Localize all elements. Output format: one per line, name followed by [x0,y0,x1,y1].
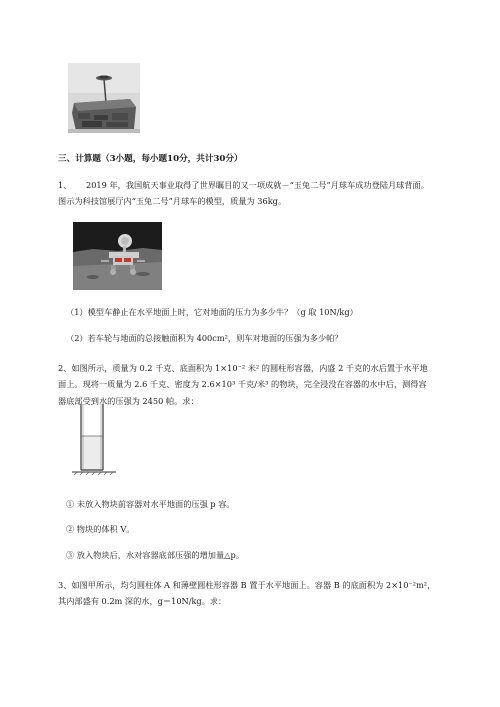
q2-item-1: ① 未放入物块前容器对水平地面的压强 p 容。 [66,499,235,509]
cylindrical-container-diagram [70,396,120,476]
q1-line2: 图示为科技馆展厅内“玉兔二号”月球车的模型，质量为 36kg。 [58,196,287,206]
plant-on-rock-image [68,63,140,133]
q3-line2: 其内部盛有 0.2m 深的水，g＝10N/kg。求： [58,596,227,606]
q1-subquestion-1: （1）模型车静止在水平地面上时，它对地面的压力为多少牛？（g 取 10N/kg） [66,307,358,317]
lunar-rover-photo [73,222,162,290]
q2-item-3: ③ 放入物块后，水对容器底部压强的增加量△p。 [66,550,244,560]
q2-line3: 器底部受到水的压强为 2450 帕。求： [58,396,199,406]
section-title: 三、计算题（3小题，每小题10分，共计30分） [58,154,243,164]
q2-item-2: ② 物块的体积 V。 [66,524,135,534]
q1-line1: 2019 年，我国航天事业取得了世界瞩目的又一项成就－“玉兔二号”月球车成功登陆月球背面。 [86,180,429,190]
q2-line2: 面上。现将一质量为 2.6 千克、密度为 2.6×10³ 千克/米³ 的物块，完全浸没在容器的水中后，测得容 [58,379,427,389]
q1-number: 1、 [58,180,72,190]
plant-on-rock-photo [68,63,140,133]
lunar-rover-image [73,222,162,290]
q3-line1: 3、如图甲所示，均匀圆柱体 A 和薄壁圆柱形容器 B 置于水平地面上。容器 B 的底面积为 2×10⁻²m²， [58,580,436,590]
q2-line1: 2、如图所示，质量为 0.2 千克、底面积为 1×10⁻² 米² 的圆柱形容器，内盛 2 千克的水后置于水平地 [58,363,428,373]
container-drawing [70,396,120,476]
q1-subquestion-2: （2）若车轮与地面的总接触面积为 400cm²，则车对地面的压强为多少帕？ [66,333,343,343]
